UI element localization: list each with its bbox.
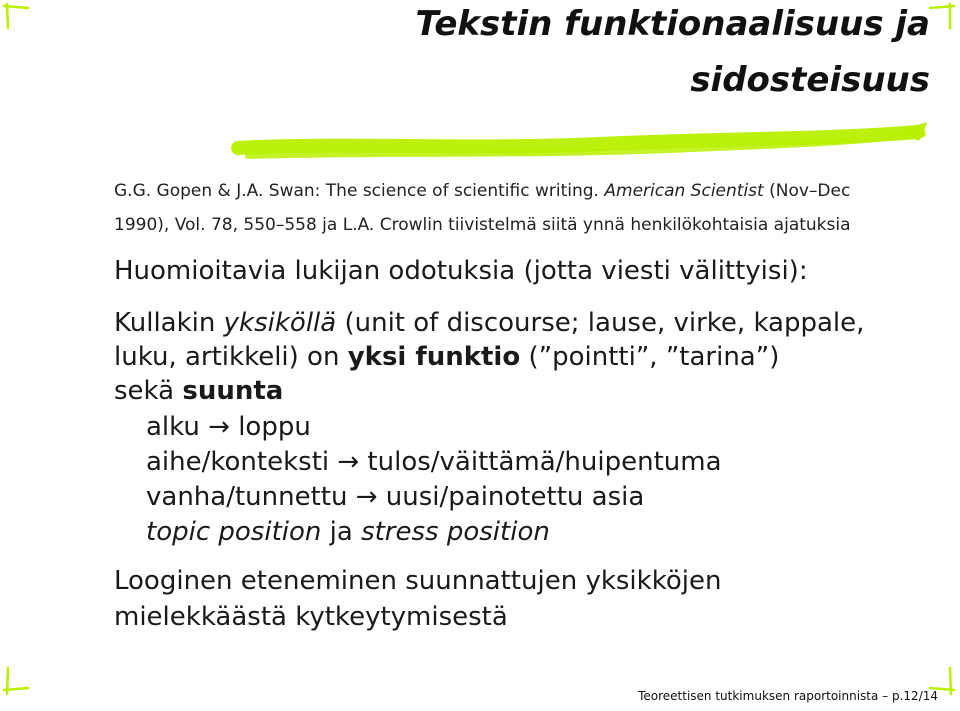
text-italic: yksiköllä xyxy=(223,308,337,338)
direction-item-3: vanha/tunnettu → uusi/painotettu asia xyxy=(146,482,645,512)
text-bold: suunta xyxy=(182,376,284,406)
logical-progression-line1: Looginen eteneminen suunnattujen yksikköjen xyxy=(114,566,722,596)
text-segment: sekä xyxy=(114,376,183,406)
reference-date: (Nov–Dec xyxy=(763,181,851,201)
slide-title-line1: Tekstin funktionaalisuus ja xyxy=(415,4,930,44)
reference-line1 xyxy=(114,181,850,201)
direction-item-4 xyxy=(146,517,550,547)
function-line xyxy=(114,342,779,372)
corner-mark-top-right xyxy=(926,2,956,32)
expectations-heading: Huomioitavia lukijan odotuksia (jotta viesti välittyisi): xyxy=(114,256,808,286)
text-segment: (”pointti”, ”tarina”) xyxy=(520,342,780,372)
corner-mark-bottom-left xyxy=(2,666,32,696)
direction-item-1: alku → loppu xyxy=(146,412,311,442)
text-segment: (unit of discourse; lause, virke, kappale, xyxy=(336,308,865,338)
reference-line2: 1990), Vol. 78, 550–558 ja L.A. Crowlin tiivistelmä siitä ynnä henkilökohtaisia ajatuksia xyxy=(114,215,851,235)
text-bold: yksi funktio xyxy=(347,342,521,372)
corner-mark-top-left xyxy=(2,2,32,32)
unit-line xyxy=(114,308,864,338)
reference-journal: American Scientist xyxy=(604,181,764,201)
slide-footer: Teoreettisen tutkimuksen raportoinnista – p.12/14 xyxy=(638,689,938,703)
direction-line xyxy=(114,376,283,406)
text-segment: ja xyxy=(321,517,362,547)
logical-progression-line2: mielekkäästä kytkeytymisestä xyxy=(114,602,508,632)
slide-title-line2: sidosteisuus xyxy=(690,60,930,100)
text-segment: luku, artikkeli) on xyxy=(114,342,348,372)
text-italic: topic position xyxy=(146,517,322,547)
text-italic: stress position xyxy=(361,517,550,547)
text-segment: Kullakin xyxy=(114,308,224,338)
reference-authors: G.G. Gopen & J.A. Swan: The science of scientific writing. xyxy=(114,181,605,201)
highlighter-stroke xyxy=(218,112,960,172)
direction-item-2: aihe/konteksti → tulos/väittämä/huipentuma xyxy=(146,447,722,477)
